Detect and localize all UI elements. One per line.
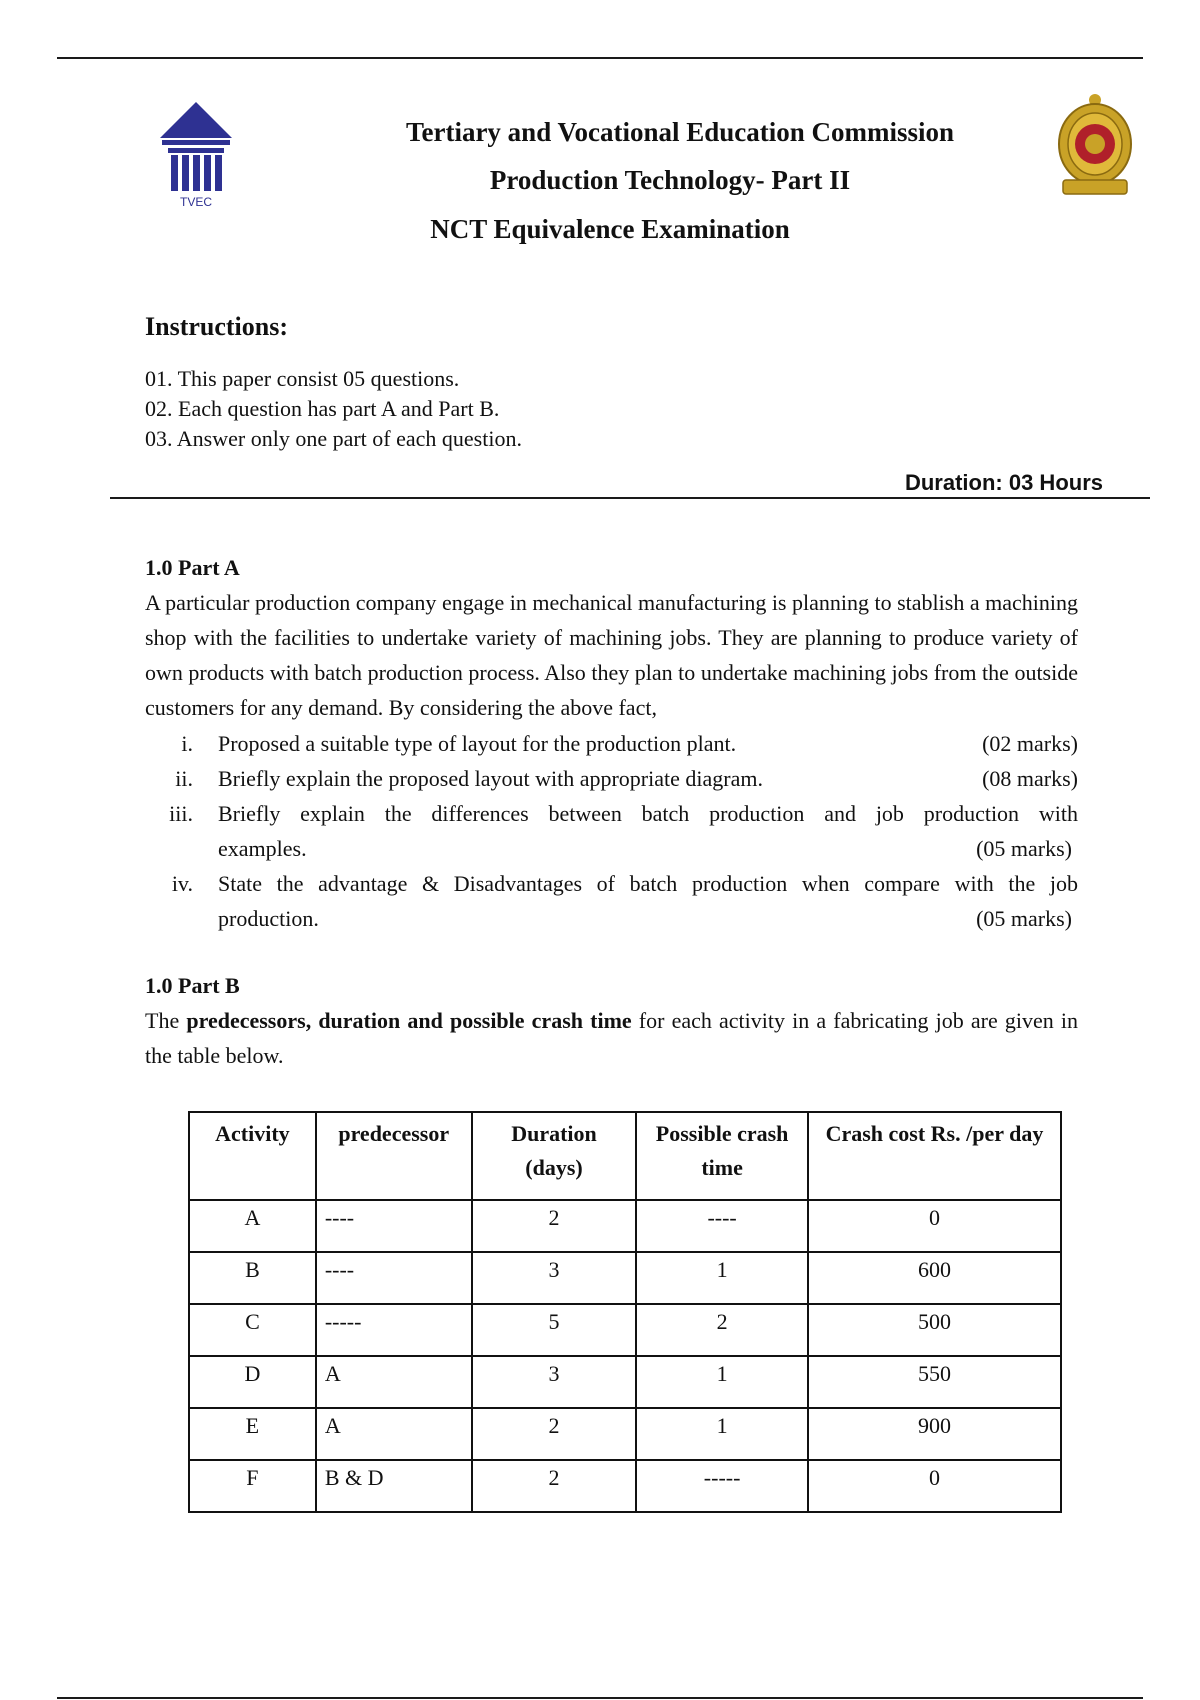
table-row: [189, 1200, 1061, 1252]
predecessor-cell: ----: [316, 1252, 472, 1304]
activity-cell: F: [189, 1460, 316, 1512]
predecessor-cell: ----: [316, 1200, 472, 1252]
crash-time-cell: -----: [636, 1460, 808, 1512]
duration-cell: 3: [472, 1356, 637, 1408]
table-row: [189, 1304, 1061, 1356]
activity-cell: D: [189, 1356, 316, 1408]
question-text: State the advantage & Disadvantages of batch production when compare with the job: [218, 871, 1078, 896]
duration-cell: 2: [472, 1460, 637, 1512]
table-row: [189, 1408, 1061, 1460]
crash-time-cell: 1: [636, 1252, 808, 1304]
national-emblem: [1055, 92, 1135, 202]
question-text: Proposed a suitable type of layout for the production plant.: [218, 731, 737, 756]
top-rule: [57, 57, 1143, 59]
crash-cost-cell: 900: [808, 1408, 1061, 1460]
activity-cell: A: [189, 1200, 316, 1252]
header-activity: Activity: [189, 1112, 316, 1200]
question-number: iv.: [171, 871, 193, 896]
question-number: ii.: [175, 766, 193, 791]
part-b-title: 1.0 Part B: [145, 973, 240, 998]
part-b-intro-bold: predecessors, duration and possible crash time: [186, 1008, 632, 1033]
instruction-item: 01. This paper consist 05 questions.: [145, 366, 460, 391]
duration-cell: 2: [472, 1408, 637, 1460]
svg-text:TVEC: TVEC: [179, 195, 213, 209]
crash-cost-cell: 0: [808, 1460, 1061, 1512]
predecessor-cell: -----: [316, 1304, 472, 1356]
header-crash-time: Possible crash time: [636, 1112, 808, 1200]
part-b-intro: The predecessors, duration and possible crash time for each activity in a fabricating job are given in the table below.: [145, 1008, 1079, 1068]
crash-time-cell: 2: [636, 1304, 808, 1356]
activity-table: [188, 1111, 1062, 1513]
question-text: Briefly explain the differences between batch production and job production with: [218, 801, 1078, 826]
org-title: Tertiary and Vocational Education Commission: [405, 117, 955, 147]
crash-cost-cell: 550: [808, 1356, 1061, 1408]
table-row: [189, 1356, 1061, 1408]
activity-cell: E: [189, 1408, 316, 1460]
header-crash-cost: Crash cost Rs. /per day: [808, 1112, 1061, 1200]
duration-cell: 3: [472, 1252, 637, 1304]
question-number: i.: [181, 731, 193, 756]
crash-time-cell: ----: [636, 1200, 808, 1252]
question-marks: (08 marks): [982, 766, 1078, 791]
activity-cell: C: [189, 1304, 316, 1356]
instruction-item: 02. Each question has part A and Part B.: [145, 396, 500, 421]
duration-label: Duration: 03 Hours: [904, 470, 1103, 495]
tvec-logo: [158, 100, 234, 210]
duration-cell: 5: [472, 1304, 637, 1356]
bottom-rule: [57, 1697, 1143, 1699]
exam-title: NCT Equivalence Examination: [430, 214, 790, 244]
question-marks: (02 marks): [982, 731, 1078, 756]
crash-cost-cell: 0: [808, 1200, 1061, 1252]
table-header-row: [189, 1112, 1061, 1200]
header-duration: Duration (days): [472, 1112, 637, 1200]
question-number: iii.: [169, 801, 193, 826]
part-a-title: 1.0 Part A: [145, 555, 240, 580]
predecessor-cell: A: [316, 1408, 472, 1460]
question-text-cont: examples.: [218, 836, 307, 861]
duration-rule: [110, 497, 1150, 499]
question-marks: (05 marks): [976, 906, 1072, 931]
duration-cell: 2: [472, 1200, 637, 1252]
predecessor-cell: A: [316, 1356, 472, 1408]
subject-title: Production Technology- Part II: [489, 165, 851, 195]
crash-time-cell: 1: [636, 1356, 808, 1408]
predecessor-cell: B & D: [316, 1460, 472, 1512]
instruction-item: 03. Answer only one part of each question.: [145, 426, 522, 451]
question-marks: (05 marks): [976, 836, 1072, 861]
instructions-heading: Instructions:: [145, 312, 289, 341]
activity-cell: B: [189, 1252, 316, 1304]
table-row: [189, 1460, 1061, 1512]
crash-time-cell: 1: [636, 1408, 808, 1460]
instructions-list: [145, 364, 522, 454]
question-text: Briefly explain the proposed layout with appropriate diagram.: [218, 766, 763, 791]
table-row: [189, 1252, 1061, 1304]
header-predecessor: predecessor: [316, 1112, 472, 1200]
question-text-cont: production.: [218, 906, 319, 931]
crash-cost-cell: 600: [808, 1252, 1061, 1304]
part-a-intro: A particular production company engage in mechanical manufacturing is planning to stablish a machining shop with the facilities to undertake variety of machining jobs. They are planning to produce variety of own products with batch production process. Also they plan to undertake machining jobs from the outside customers for any demand. By considering the above fact,: [145, 590, 1078, 720]
crash-cost-cell: 500: [808, 1304, 1061, 1356]
